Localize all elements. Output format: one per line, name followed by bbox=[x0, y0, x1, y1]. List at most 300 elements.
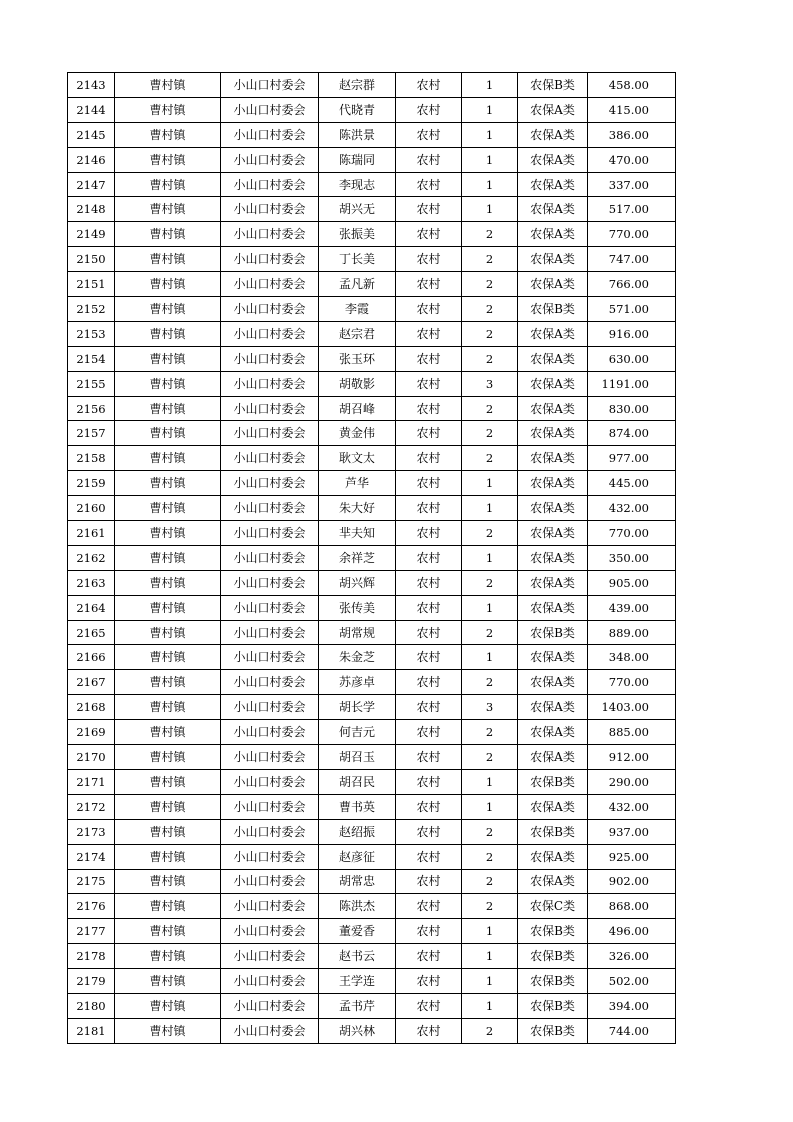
town-cell: 曹村镇 bbox=[115, 471, 221, 496]
row-number-cell: 2179 bbox=[68, 969, 115, 994]
name-cell: 曹书英 bbox=[319, 794, 396, 819]
row-number-cell: 2173 bbox=[68, 819, 115, 844]
village-committee-cell: 小山口村委会 bbox=[221, 794, 319, 819]
row-number-cell: 2161 bbox=[68, 521, 115, 546]
table-body bbox=[68, 73, 676, 1044]
insurance-category-cell: 农保A类 bbox=[518, 396, 588, 421]
name-cell: 张振美 bbox=[319, 222, 396, 247]
name-cell: 胡兴无 bbox=[319, 197, 396, 222]
village-committee-cell: 小山口村委会 bbox=[221, 297, 319, 322]
household-count-cell: 2 bbox=[462, 570, 518, 595]
row-number-cell: 2146 bbox=[68, 147, 115, 172]
village-committee-cell: 小山口村委会 bbox=[221, 745, 319, 770]
name-cell: 胡敬影 bbox=[319, 371, 396, 396]
table-row bbox=[68, 645, 676, 670]
insurance-category-cell: 农保B类 bbox=[518, 769, 588, 794]
household-count-cell: 1 bbox=[462, 645, 518, 670]
town-cell: 曹村镇 bbox=[115, 197, 221, 222]
amount-cell: 1403.00 bbox=[588, 695, 676, 720]
amount-cell: 885.00 bbox=[588, 720, 676, 745]
name-cell: 芈夫知 bbox=[319, 521, 396, 546]
amount-cell: 394.00 bbox=[588, 993, 676, 1018]
row-number-cell: 2175 bbox=[68, 869, 115, 894]
row-number-cell: 2147 bbox=[68, 172, 115, 197]
name-cell: 胡兴林 bbox=[319, 1018, 396, 1043]
insurance-category-cell: 农保B类 bbox=[518, 944, 588, 969]
household-count-cell: 2 bbox=[462, 620, 518, 645]
area-type-cell: 农村 bbox=[396, 97, 462, 122]
name-cell: 胡召峰 bbox=[319, 396, 396, 421]
village-committee-cell: 小山口村委会 bbox=[221, 272, 319, 297]
insurance-category-cell: 农保A类 bbox=[518, 570, 588, 595]
village-committee-cell: 小山口村委会 bbox=[221, 1018, 319, 1043]
village-committee-cell: 小山口村委会 bbox=[221, 570, 319, 595]
household-count-cell: 2 bbox=[462, 1018, 518, 1043]
table-row bbox=[68, 670, 676, 695]
name-cell: 朱金芝 bbox=[319, 645, 396, 670]
table-row bbox=[68, 844, 676, 869]
household-count-cell: 1 bbox=[462, 794, 518, 819]
village-committee-cell: 小山口村委会 bbox=[221, 869, 319, 894]
village-committee-cell: 小山口村委会 bbox=[221, 769, 319, 794]
area-type-cell: 农村 bbox=[396, 720, 462, 745]
village-committee-cell: 小山口村委会 bbox=[221, 944, 319, 969]
row-number-cell: 2153 bbox=[68, 321, 115, 346]
insurance-category-cell: 农保A类 bbox=[518, 844, 588, 869]
household-count-cell: 1 bbox=[462, 595, 518, 620]
table-row bbox=[68, 521, 676, 546]
area-type-cell: 农村 bbox=[396, 620, 462, 645]
amount-cell: 502.00 bbox=[588, 969, 676, 994]
amount-cell: 350.00 bbox=[588, 545, 676, 570]
town-cell: 曹村镇 bbox=[115, 595, 221, 620]
name-cell: 董爱香 bbox=[319, 919, 396, 944]
amount-cell: 937.00 bbox=[588, 819, 676, 844]
town-cell: 曹村镇 bbox=[115, 620, 221, 645]
amount-cell: 415.00 bbox=[588, 97, 676, 122]
amount-cell: 925.00 bbox=[588, 844, 676, 869]
village-committee-cell: 小山口村委会 bbox=[221, 894, 319, 919]
amount-cell: 470.00 bbox=[588, 147, 676, 172]
name-cell: 耿文太 bbox=[319, 446, 396, 471]
name-cell: 丁长美 bbox=[319, 247, 396, 272]
table-row bbox=[68, 819, 676, 844]
table-row bbox=[68, 944, 676, 969]
village-committee-cell: 小山口村委会 bbox=[221, 844, 319, 869]
town-cell: 曹村镇 bbox=[115, 272, 221, 297]
area-type-cell: 农村 bbox=[396, 919, 462, 944]
insurance-category-cell: 农保B类 bbox=[518, 1018, 588, 1043]
town-cell: 曹村镇 bbox=[115, 371, 221, 396]
row-number-cell: 2170 bbox=[68, 745, 115, 770]
area-type-cell: 农村 bbox=[396, 595, 462, 620]
insurance-category-cell: 农保B类 bbox=[518, 819, 588, 844]
household-count-cell: 1 bbox=[462, 993, 518, 1018]
household-count-cell: 1 bbox=[462, 545, 518, 570]
row-number-cell: 2164 bbox=[68, 595, 115, 620]
town-cell: 曹村镇 bbox=[115, 794, 221, 819]
household-count-cell: 2 bbox=[462, 446, 518, 471]
insurance-category-cell: 农保A类 bbox=[518, 97, 588, 122]
area-type-cell: 农村 bbox=[396, 769, 462, 794]
insurance-category-cell: 农保A类 bbox=[518, 794, 588, 819]
table-row bbox=[68, 570, 676, 595]
household-count-cell: 2 bbox=[462, 894, 518, 919]
household-count-cell: 2 bbox=[462, 521, 518, 546]
name-cell: 陈洪景 bbox=[319, 122, 396, 147]
row-number-cell: 2181 bbox=[68, 1018, 115, 1043]
table-row bbox=[68, 769, 676, 794]
row-number-cell: 2165 bbox=[68, 620, 115, 645]
relief-roster-table bbox=[67, 72, 676, 1044]
household-count-cell: 2 bbox=[462, 321, 518, 346]
household-count-cell: 1 bbox=[462, 969, 518, 994]
name-cell: 胡常忠 bbox=[319, 869, 396, 894]
row-number-cell: 2178 bbox=[68, 944, 115, 969]
village-committee-cell: 小山口村委会 bbox=[221, 819, 319, 844]
village-committee-cell: 小山口村委会 bbox=[221, 73, 319, 98]
name-cell: 何吉元 bbox=[319, 720, 396, 745]
household-count-cell: 3 bbox=[462, 695, 518, 720]
table-row bbox=[68, 745, 676, 770]
insurance-category-cell: 农保B类 bbox=[518, 297, 588, 322]
village-committee-cell: 小山口村委会 bbox=[221, 97, 319, 122]
insurance-category-cell: 农保C类 bbox=[518, 894, 588, 919]
table-row bbox=[68, 122, 676, 147]
insurance-category-cell: 农保B类 bbox=[518, 969, 588, 994]
table-row bbox=[68, 222, 676, 247]
area-type-cell: 农村 bbox=[396, 471, 462, 496]
town-cell: 曹村镇 bbox=[115, 969, 221, 994]
amount-cell: 770.00 bbox=[588, 222, 676, 247]
amount-cell: 766.00 bbox=[588, 272, 676, 297]
town-cell: 曹村镇 bbox=[115, 670, 221, 695]
insurance-category-cell: 农保B类 bbox=[518, 73, 588, 98]
row-number-cell: 2162 bbox=[68, 545, 115, 570]
area-type-cell: 农村 bbox=[396, 794, 462, 819]
name-cell: 胡召民 bbox=[319, 769, 396, 794]
name-cell: 代晓青 bbox=[319, 97, 396, 122]
amount-cell: 432.00 bbox=[588, 794, 676, 819]
area-type-cell: 农村 bbox=[396, 1018, 462, 1043]
area-type-cell: 农村 bbox=[396, 272, 462, 297]
household-count-cell: 2 bbox=[462, 421, 518, 446]
town-cell: 曹村镇 bbox=[115, 993, 221, 1018]
table-row bbox=[68, 969, 676, 994]
name-cell: 赵宗君 bbox=[319, 321, 396, 346]
area-type-cell: 农村 bbox=[396, 645, 462, 670]
village-committee-cell: 小山口村委会 bbox=[221, 969, 319, 994]
name-cell: 余祥芝 bbox=[319, 545, 396, 570]
name-cell: 陈瑞同 bbox=[319, 147, 396, 172]
name-cell: 陈洪杰 bbox=[319, 894, 396, 919]
village-committee-cell: 小山口村委会 bbox=[221, 720, 319, 745]
village-committee-cell: 小山口村委会 bbox=[221, 545, 319, 570]
insurance-category-cell: 农保A类 bbox=[518, 595, 588, 620]
insurance-category-cell: 农保A类 bbox=[518, 471, 588, 496]
row-number-cell: 2171 bbox=[68, 769, 115, 794]
town-cell: 曹村镇 bbox=[115, 769, 221, 794]
town-cell: 曹村镇 bbox=[115, 247, 221, 272]
table-row bbox=[68, 869, 676, 894]
insurance-category-cell: 农保A类 bbox=[518, 670, 588, 695]
amount-cell: 439.00 bbox=[588, 595, 676, 620]
town-cell: 曹村镇 bbox=[115, 869, 221, 894]
amount-cell: 868.00 bbox=[588, 894, 676, 919]
table-row bbox=[68, 247, 676, 272]
table-row bbox=[68, 446, 676, 471]
table-row bbox=[68, 1018, 676, 1043]
area-type-cell: 农村 bbox=[396, 247, 462, 272]
area-type-cell: 农村 bbox=[396, 745, 462, 770]
row-number-cell: 2145 bbox=[68, 122, 115, 147]
table-row bbox=[68, 297, 676, 322]
amount-cell: 432.00 bbox=[588, 496, 676, 521]
row-number-cell: 2167 bbox=[68, 670, 115, 695]
town-cell: 曹村镇 bbox=[115, 346, 221, 371]
name-cell: 苏彦卓 bbox=[319, 670, 396, 695]
household-count-cell: 2 bbox=[462, 720, 518, 745]
town-cell: 曹村镇 bbox=[115, 421, 221, 446]
area-type-cell: 农村 bbox=[396, 446, 462, 471]
table-row bbox=[68, 396, 676, 421]
insurance-category-cell: 农保B类 bbox=[518, 919, 588, 944]
village-committee-cell: 小山口村委会 bbox=[221, 521, 319, 546]
household-count-cell: 1 bbox=[462, 471, 518, 496]
town-cell: 曹村镇 bbox=[115, 147, 221, 172]
town-cell: 曹村镇 bbox=[115, 944, 221, 969]
name-cell: 赵绍振 bbox=[319, 819, 396, 844]
amount-cell: 290.00 bbox=[588, 769, 676, 794]
insurance-category-cell: 农保A类 bbox=[518, 272, 588, 297]
amount-cell: 770.00 bbox=[588, 521, 676, 546]
household-count-cell: 2 bbox=[462, 272, 518, 297]
village-committee-cell: 小山口村委会 bbox=[221, 446, 319, 471]
row-number-cell: 2176 bbox=[68, 894, 115, 919]
household-count-cell: 1 bbox=[462, 496, 518, 521]
row-number-cell: 2143 bbox=[68, 73, 115, 98]
household-count-cell: 2 bbox=[462, 222, 518, 247]
town-cell: 曹村镇 bbox=[115, 570, 221, 595]
village-committee-cell: 小山口村委会 bbox=[221, 620, 319, 645]
town-cell: 曹村镇 bbox=[115, 695, 221, 720]
area-type-cell: 农村 bbox=[396, 396, 462, 421]
insurance-category-cell: 农保A类 bbox=[518, 122, 588, 147]
town-cell: 曹村镇 bbox=[115, 844, 221, 869]
area-type-cell: 农村 bbox=[396, 73, 462, 98]
town-cell: 曹村镇 bbox=[115, 172, 221, 197]
table-row bbox=[68, 346, 676, 371]
town-cell: 曹村镇 bbox=[115, 122, 221, 147]
amount-cell: 770.00 bbox=[588, 670, 676, 695]
area-type-cell: 农村 bbox=[396, 844, 462, 869]
name-cell: 李现志 bbox=[319, 172, 396, 197]
town-cell: 曹村镇 bbox=[115, 545, 221, 570]
table-row bbox=[68, 695, 676, 720]
table-row bbox=[68, 421, 676, 446]
household-count-cell: 2 bbox=[462, 247, 518, 272]
village-committee-cell: 小山口村委会 bbox=[221, 670, 319, 695]
area-type-cell: 农村 bbox=[396, 570, 462, 595]
table-row bbox=[68, 73, 676, 98]
insurance-category-cell: 农保A类 bbox=[518, 172, 588, 197]
row-number-cell: 2156 bbox=[68, 396, 115, 421]
name-cell: 孟书芹 bbox=[319, 993, 396, 1018]
table-row bbox=[68, 993, 676, 1018]
household-count-cell: 1 bbox=[462, 769, 518, 794]
row-number-cell: 2159 bbox=[68, 471, 115, 496]
insurance-category-cell: 农保A类 bbox=[518, 545, 588, 570]
household-count-cell: 1 bbox=[462, 122, 518, 147]
insurance-category-cell: 农保A类 bbox=[518, 247, 588, 272]
area-type-cell: 农村 bbox=[396, 371, 462, 396]
insurance-category-cell: 农保A类 bbox=[518, 869, 588, 894]
amount-cell: 458.00 bbox=[588, 73, 676, 98]
household-count-cell: 2 bbox=[462, 844, 518, 869]
insurance-category-cell: 农保A类 bbox=[518, 371, 588, 396]
area-type-cell: 农村 bbox=[396, 421, 462, 446]
area-type-cell: 农村 bbox=[396, 545, 462, 570]
village-committee-cell: 小山口村委会 bbox=[221, 993, 319, 1018]
town-cell: 曹村镇 bbox=[115, 97, 221, 122]
amount-cell: 874.00 bbox=[588, 421, 676, 446]
name-cell: 胡召玉 bbox=[319, 745, 396, 770]
area-type-cell: 农村 bbox=[396, 969, 462, 994]
insurance-category-cell: 农保A类 bbox=[518, 421, 588, 446]
amount-cell: 326.00 bbox=[588, 944, 676, 969]
area-type-cell: 农村 bbox=[396, 496, 462, 521]
row-number-cell: 2150 bbox=[68, 247, 115, 272]
row-number-cell: 2157 bbox=[68, 421, 115, 446]
row-number-cell: 2177 bbox=[68, 919, 115, 944]
row-number-cell: 2144 bbox=[68, 97, 115, 122]
table-row bbox=[68, 172, 676, 197]
area-type-cell: 农村 bbox=[396, 869, 462, 894]
area-type-cell: 农村 bbox=[396, 894, 462, 919]
amount-cell: 916.00 bbox=[588, 321, 676, 346]
table-row bbox=[68, 919, 676, 944]
amount-cell: 830.00 bbox=[588, 396, 676, 421]
insurance-category-cell: 农保A类 bbox=[518, 521, 588, 546]
row-number-cell: 2154 bbox=[68, 346, 115, 371]
village-committee-cell: 小山口村委会 bbox=[221, 321, 319, 346]
area-type-cell: 农村 bbox=[396, 819, 462, 844]
amount-cell: 348.00 bbox=[588, 645, 676, 670]
amount-cell: 744.00 bbox=[588, 1018, 676, 1043]
village-committee-cell: 小山口村委会 bbox=[221, 471, 319, 496]
row-number-cell: 2166 bbox=[68, 645, 115, 670]
household-count-cell: 2 bbox=[462, 396, 518, 421]
area-type-cell: 农村 bbox=[396, 297, 462, 322]
insurance-category-cell: 农保A类 bbox=[518, 446, 588, 471]
household-count-cell: 1 bbox=[462, 944, 518, 969]
table-row bbox=[68, 272, 676, 297]
table-row bbox=[68, 371, 676, 396]
row-number-cell: 2160 bbox=[68, 496, 115, 521]
village-committee-cell: 小山口村委会 bbox=[221, 346, 319, 371]
area-type-cell: 农村 bbox=[396, 147, 462, 172]
town-cell: 曹村镇 bbox=[115, 720, 221, 745]
village-committee-cell: 小山口村委会 bbox=[221, 247, 319, 272]
area-type-cell: 农村 bbox=[396, 172, 462, 197]
name-cell: 胡常规 bbox=[319, 620, 396, 645]
amount-cell: 902.00 bbox=[588, 869, 676, 894]
amount-cell: 889.00 bbox=[588, 620, 676, 645]
household-count-cell: 1 bbox=[462, 172, 518, 197]
town-cell: 曹村镇 bbox=[115, 396, 221, 421]
name-cell: 张传美 bbox=[319, 595, 396, 620]
village-committee-cell: 小山口村委会 bbox=[221, 421, 319, 446]
village-committee-cell: 小山口村委会 bbox=[221, 645, 319, 670]
household-count-cell: 2 bbox=[462, 869, 518, 894]
household-count-cell: 1 bbox=[462, 919, 518, 944]
name-cell: 朱大好 bbox=[319, 496, 396, 521]
household-count-cell: 1 bbox=[462, 97, 518, 122]
village-committee-cell: 小山口村委会 bbox=[221, 172, 319, 197]
household-count-cell: 2 bbox=[462, 346, 518, 371]
insurance-category-cell: 农保A类 bbox=[518, 346, 588, 371]
town-cell: 曹村镇 bbox=[115, 894, 221, 919]
town-cell: 曹村镇 bbox=[115, 321, 221, 346]
village-committee-cell: 小山口村委会 bbox=[221, 396, 319, 421]
table-row bbox=[68, 471, 676, 496]
amount-cell: 517.00 bbox=[588, 197, 676, 222]
amount-cell: 630.00 bbox=[588, 346, 676, 371]
insurance-category-cell: 农保A类 bbox=[518, 496, 588, 521]
amount-cell: 905.00 bbox=[588, 570, 676, 595]
area-type-cell: 农村 bbox=[396, 122, 462, 147]
town-cell: 曹村镇 bbox=[115, 496, 221, 521]
village-committee-cell: 小山口村委会 bbox=[221, 595, 319, 620]
household-count-cell: 3 bbox=[462, 371, 518, 396]
table-row bbox=[68, 720, 676, 745]
name-cell: 赵宗群 bbox=[319, 73, 396, 98]
area-type-cell: 农村 bbox=[396, 695, 462, 720]
amount-cell: 445.00 bbox=[588, 471, 676, 496]
insurance-category-cell: 农保B类 bbox=[518, 993, 588, 1018]
town-cell: 曹村镇 bbox=[115, 645, 221, 670]
row-number-cell: 2163 bbox=[68, 570, 115, 595]
town-cell: 曹村镇 bbox=[115, 819, 221, 844]
household-count-cell: 2 bbox=[462, 297, 518, 322]
row-number-cell: 2169 bbox=[68, 720, 115, 745]
amount-cell: 1191.00 bbox=[588, 371, 676, 396]
insurance-category-cell: 农保A类 bbox=[518, 745, 588, 770]
row-number-cell: 2148 bbox=[68, 197, 115, 222]
name-cell: 胡兴辉 bbox=[319, 570, 396, 595]
row-number-cell: 2174 bbox=[68, 844, 115, 869]
table-row bbox=[68, 197, 676, 222]
amount-cell: 977.00 bbox=[588, 446, 676, 471]
town-cell: 曹村镇 bbox=[115, 446, 221, 471]
village-committee-cell: 小山口村委会 bbox=[221, 695, 319, 720]
area-type-cell: 农村 bbox=[396, 346, 462, 371]
name-cell: 李霞 bbox=[319, 297, 396, 322]
village-committee-cell: 小山口村委会 bbox=[221, 222, 319, 247]
area-type-cell: 农村 bbox=[396, 670, 462, 695]
insurance-category-cell: 农保A类 bbox=[518, 197, 588, 222]
table-row bbox=[68, 545, 676, 570]
amount-cell: 337.00 bbox=[588, 172, 676, 197]
row-number-cell: 2155 bbox=[68, 371, 115, 396]
table-row bbox=[68, 595, 676, 620]
town-cell: 曹村镇 bbox=[115, 1018, 221, 1043]
household-count-cell: 1 bbox=[462, 147, 518, 172]
insurance-category-cell: 农保A类 bbox=[518, 695, 588, 720]
household-count-cell: 1 bbox=[462, 197, 518, 222]
area-type-cell: 农村 bbox=[396, 944, 462, 969]
insurance-category-cell: 农保A类 bbox=[518, 147, 588, 172]
